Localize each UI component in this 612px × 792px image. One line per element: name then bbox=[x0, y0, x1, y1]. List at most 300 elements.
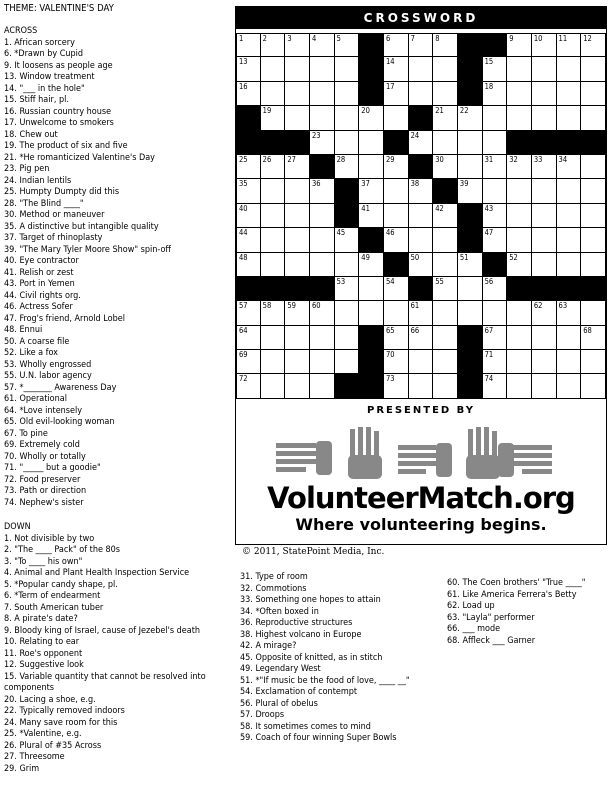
grid-cell[interactable] bbox=[433, 374, 458, 398]
clue: 16. Russian country house bbox=[4, 106, 112, 117]
grid-cell[interactable] bbox=[285, 301, 310, 325]
clue: 19. The product of six and five bbox=[4, 141, 128, 151]
grid-cell[interactable] bbox=[581, 228, 606, 252]
grid-cell[interactable] bbox=[335, 57, 360, 81]
across-list bbox=[4, 38, 234, 510]
grid-cell[interactable] bbox=[409, 131, 434, 155]
grid-cell[interactable] bbox=[507, 301, 532, 325]
cell-number: 61 bbox=[410, 301, 420, 311]
grid-cell[interactable] bbox=[285, 204, 310, 228]
grid-block bbox=[359, 350, 384, 374]
grid-cell[interactable] bbox=[557, 204, 582, 228]
grid-cell[interactable] bbox=[384, 33, 409, 57]
grid-cell[interactable] bbox=[310, 106, 335, 130]
grid-cell[interactable] bbox=[285, 326, 310, 350]
cell-number: 31 bbox=[484, 154, 494, 164]
grid-cell[interactable] bbox=[236, 57, 261, 81]
grid-block bbox=[532, 131, 557, 155]
grid-cell[interactable] bbox=[433, 228, 458, 252]
grid-cell[interactable] bbox=[335, 82, 360, 106]
cell-number: 62 bbox=[533, 301, 543, 311]
grid-cell[interactable] bbox=[310, 301, 335, 325]
grid-cell[interactable] bbox=[335, 228, 360, 252]
grid-cell[interactable] bbox=[384, 350, 409, 374]
grid-cell[interactable] bbox=[310, 57, 335, 81]
cell-number: 71 bbox=[484, 350, 494, 360]
grid-cell[interactable] bbox=[409, 179, 434, 203]
grid-cell[interactable] bbox=[409, 33, 434, 57]
cell-number: 67 bbox=[484, 325, 494, 335]
grid-cell[interactable] bbox=[507, 253, 532, 277]
clue: 1. African sorcery bbox=[4, 37, 75, 48]
clue: 54. Exclamation of contempt bbox=[240, 687, 358, 697]
grid-cell[interactable] bbox=[261, 204, 286, 228]
grid-cell[interactable] bbox=[433, 82, 458, 106]
clue: 40. Eye contractor bbox=[4, 256, 79, 266]
grid-cell[interactable] bbox=[557, 326, 582, 350]
clue: 47. Frog's friend, Arnold Lobel bbox=[4, 313, 125, 324]
grid-cell[interactable] bbox=[310, 374, 335, 398]
grid-cell[interactable] bbox=[359, 253, 384, 277]
grid-cell[interactable] bbox=[335, 155, 360, 179]
grid-cell[interactable] bbox=[236, 155, 261, 179]
grid-block bbox=[458, 204, 483, 228]
grid-cell[interactable] bbox=[310, 228, 335, 252]
grid-cell[interactable] bbox=[384, 301, 409, 325]
grid-cell[interactable] bbox=[507, 82, 532, 106]
grid-cell[interactable] bbox=[310, 253, 335, 277]
grid-cell[interactable] bbox=[532, 228, 557, 252]
grid-cell[interactable] bbox=[458, 131, 483, 155]
presented-by-label: PRESENTED BY bbox=[366, 405, 475, 416]
across-clues bbox=[4, 26, 234, 509]
cell-number: 23 bbox=[311, 130, 321, 140]
grid-cell[interactable] bbox=[433, 33, 458, 57]
grid-cell[interactable] bbox=[236, 82, 261, 106]
grid-cell[interactable] bbox=[532, 33, 557, 57]
grid-cell[interactable] bbox=[285, 106, 310, 130]
clue: 23. Pig pen bbox=[4, 164, 50, 174]
grid-cell[interactable] bbox=[433, 155, 458, 179]
cell-number: 8 bbox=[435, 34, 440, 43]
clue: 57. Droops bbox=[240, 710, 285, 720]
grid-cell[interactable] bbox=[532, 82, 557, 106]
grid-cell[interactable] bbox=[483, 228, 508, 252]
grid-cell[interactable] bbox=[483, 57, 508, 81]
grid-cell[interactable] bbox=[532, 374, 557, 398]
grid-cell[interactable] bbox=[483, 131, 508, 155]
clue: 27. Threesome bbox=[4, 752, 65, 762]
grid-cell[interactable] bbox=[581, 82, 606, 106]
grid-cell[interactable] bbox=[581, 33, 606, 57]
clue: 66. ___ mode bbox=[447, 624, 501, 634]
clue: 34. *Often boxed in bbox=[240, 606, 319, 617]
clue: 20. Lacing a shoe, e.g. bbox=[4, 694, 96, 705]
grid-cell[interactable] bbox=[384, 277, 409, 301]
grid-block bbox=[532, 277, 557, 301]
grid-block bbox=[236, 131, 261, 155]
grid-cell[interactable] bbox=[285, 82, 310, 106]
grid-cell[interactable] bbox=[310, 350, 335, 374]
grid-cell[interactable] bbox=[285, 57, 310, 81]
clue: 67. To pine bbox=[4, 428, 48, 439]
grid-cell[interactable] bbox=[507, 204, 532, 228]
clue: 51. *"If music be the food of love, ____ __" bbox=[240, 675, 410, 686]
clue: 39. "The Mary Tyler Moore Show" spin-off bbox=[4, 244, 171, 255]
grid-cell[interactable] bbox=[532, 155, 557, 179]
cell-number: 52 bbox=[509, 252, 518, 262]
grid-cell[interactable] bbox=[557, 301, 582, 325]
cell-number: 59 bbox=[287, 301, 296, 311]
clue: 2. "The ____ Pack" of the 80s bbox=[4, 545, 121, 555]
cell-number: 33 bbox=[533, 154, 543, 164]
cell-number: 39 bbox=[459, 179, 469, 189]
grid-cell[interactable] bbox=[557, 82, 582, 106]
sponsor-panel bbox=[235, 399, 607, 545]
grid-cell[interactable] bbox=[384, 179, 409, 203]
grid-cell[interactable] bbox=[483, 277, 508, 301]
grid-cell[interactable] bbox=[359, 204, 384, 228]
grid-cell[interactable] bbox=[335, 33, 360, 57]
clue: 53. Wholly engrossed bbox=[4, 359, 92, 370]
clue: 71. "_____ but a goodie" bbox=[4, 463, 101, 473]
grid-cell[interactable] bbox=[557, 155, 582, 179]
grid-cell[interactable] bbox=[261, 82, 286, 106]
cell-number: 24 bbox=[410, 130, 420, 140]
grid-cell[interactable] bbox=[384, 204, 409, 228]
clue: 64. *Love intensely bbox=[4, 405, 83, 416]
cell-number: 28 bbox=[336, 154, 346, 164]
clue: 1. Not divisible by two bbox=[4, 533, 95, 544]
grid-cell[interactable] bbox=[261, 301, 286, 325]
grid-cell[interactable] bbox=[507, 350, 532, 374]
cell-number: 72 bbox=[239, 374, 248, 384]
grid-cell[interactable] bbox=[507, 33, 532, 57]
grid-cell[interactable] bbox=[236, 204, 261, 228]
grid-block bbox=[581, 277, 606, 301]
grid-cell[interactable] bbox=[458, 179, 483, 203]
grid-cell[interactable] bbox=[335, 106, 360, 130]
grid-block bbox=[335, 374, 360, 398]
clue: 41. Relish or zest bbox=[4, 267, 74, 278]
grid-block bbox=[359, 82, 384, 106]
grid-cell[interactable] bbox=[433, 204, 458, 228]
grid-cell[interactable] bbox=[557, 374, 582, 398]
grid-cell[interactable] bbox=[359, 301, 384, 325]
grid-cell[interactable] bbox=[285, 374, 310, 398]
clue: 61. Like America Ferrera's Betty bbox=[447, 589, 577, 600]
grid-cell[interactable] bbox=[433, 253, 458, 277]
grid-cell[interactable] bbox=[285, 253, 310, 277]
grid-cell[interactable] bbox=[458, 106, 483, 130]
cell-number: 40 bbox=[239, 203, 248, 213]
grid-cell[interactable] bbox=[335, 253, 360, 277]
grid-cell[interactable] bbox=[359, 155, 384, 179]
clue: 14. "___ in the hole" bbox=[4, 83, 85, 94]
grid-cell[interactable] bbox=[507, 326, 532, 350]
grid-cell[interactable] bbox=[458, 301, 483, 325]
grid-cell[interactable] bbox=[581, 179, 606, 203]
grid-cell[interactable] bbox=[335, 277, 360, 301]
cell-number: 30 bbox=[435, 154, 444, 164]
cell-number: 60 bbox=[311, 301, 321, 311]
grid-cell[interactable] bbox=[409, 82, 434, 106]
grid-block bbox=[359, 374, 384, 398]
grid-cell[interactable] bbox=[359, 131, 384, 155]
grid-cell[interactable] bbox=[261, 326, 286, 350]
clue: 9. It loosens as people age bbox=[4, 60, 113, 71]
grid-cell[interactable] bbox=[581, 204, 606, 228]
grid-cell[interactable] bbox=[261, 155, 286, 179]
clue: 62. Load up bbox=[447, 601, 495, 611]
cell-number: 29 bbox=[385, 154, 395, 164]
cell-number: 3 bbox=[287, 34, 292, 43]
cell-number: 74 bbox=[484, 374, 494, 384]
grid-cell[interactable] bbox=[507, 57, 532, 81]
clue: 28. "The Blind ____" bbox=[4, 198, 84, 209]
cell-number: 15 bbox=[484, 57, 494, 67]
clue: 8. A pirate's date? bbox=[4, 614, 78, 624]
cell-number: 10 bbox=[533, 34, 543, 43]
grid-cell[interactable] bbox=[236, 374, 261, 398]
grid-cell[interactable] bbox=[310, 33, 335, 57]
down-heading: DOWN bbox=[4, 522, 31, 532]
grid-block bbox=[483, 33, 508, 57]
clue: 33. Something one hopes to attain bbox=[240, 595, 381, 605]
grid-cell[interactable] bbox=[507, 374, 532, 398]
cell-number: 43 bbox=[484, 203, 494, 213]
grid-cell[interactable] bbox=[532, 57, 557, 81]
grid-cell[interactable] bbox=[433, 350, 458, 374]
grid-cell[interactable] bbox=[557, 253, 582, 277]
grid-cell[interactable] bbox=[310, 82, 335, 106]
grid-cell[interactable] bbox=[236, 33, 261, 57]
cell-number: 11 bbox=[558, 34, 568, 43]
grid-cell[interactable] bbox=[581, 106, 606, 130]
grid-cell[interactable] bbox=[236, 301, 261, 325]
grid-cell[interactable] bbox=[310, 204, 335, 228]
grid-cell[interactable] bbox=[532, 326, 557, 350]
down-clues-column-3 bbox=[447, 578, 607, 647]
grid-cell[interactable] bbox=[261, 33, 286, 57]
grid-cell[interactable] bbox=[532, 106, 557, 130]
grid-cell[interactable] bbox=[384, 82, 409, 106]
cell-number: 5 bbox=[336, 34, 341, 43]
clue: 13. Window treatment bbox=[4, 72, 95, 82]
grid-cell[interactable] bbox=[409, 326, 434, 350]
grid-cell[interactable] bbox=[483, 326, 508, 350]
grid-cell[interactable] bbox=[532, 350, 557, 374]
grid-cell[interactable] bbox=[483, 374, 508, 398]
grid-cell[interactable] bbox=[581, 253, 606, 277]
grid-block bbox=[310, 277, 335, 301]
grid-cell[interactable] bbox=[483, 82, 508, 106]
grid-cell[interactable] bbox=[581, 155, 606, 179]
grid-block bbox=[458, 350, 483, 374]
grid-block bbox=[285, 277, 310, 301]
grid-cell[interactable] bbox=[261, 57, 286, 81]
grid-cell[interactable] bbox=[433, 131, 458, 155]
grid-cell[interactable] bbox=[458, 253, 483, 277]
grid-cell[interactable] bbox=[409, 57, 434, 81]
grid-cell[interactable] bbox=[581, 326, 606, 350]
grid-cell[interactable] bbox=[335, 350, 360, 374]
grid-cell[interactable] bbox=[384, 374, 409, 398]
clue: 25. *Valentine, e.g. bbox=[4, 729, 82, 739]
clue: 37. Target of rhinoplasty bbox=[4, 233, 103, 243]
grid-cell[interactable] bbox=[458, 277, 483, 301]
grid-cell[interactable] bbox=[483, 301, 508, 325]
down-clues bbox=[4, 522, 234, 775]
grid-cell[interactable] bbox=[384, 57, 409, 81]
grid-cell[interactable] bbox=[261, 350, 286, 374]
cell-number: 46 bbox=[385, 228, 395, 238]
grid-cell[interactable] bbox=[236, 179, 261, 203]
grid-cell[interactable] bbox=[310, 326, 335, 350]
grid-block bbox=[458, 228, 483, 252]
grid-cell[interactable] bbox=[557, 228, 582, 252]
grid-cell[interactable] bbox=[285, 33, 310, 57]
grid-cell[interactable] bbox=[359, 106, 384, 130]
cell-number: 51 bbox=[459, 252, 469, 262]
grid-cell[interactable] bbox=[335, 131, 360, 155]
grid-block bbox=[433, 179, 458, 203]
grid-block bbox=[458, 374, 483, 398]
grid-cell[interactable] bbox=[507, 155, 532, 179]
grid-cell[interactable] bbox=[384, 326, 409, 350]
grid-cell[interactable] bbox=[532, 301, 557, 325]
grid-cell[interactable] bbox=[433, 326, 458, 350]
puzzle-theme: THEME: VALENTINE'S DAY bbox=[4, 3, 114, 14]
grid-cell[interactable] bbox=[261, 228, 286, 252]
cell-number: 63 bbox=[558, 301, 568, 311]
clue: 6. *Term of endearment bbox=[4, 591, 101, 601]
clue: 22. Typically removed indoors bbox=[4, 706, 125, 716]
grid-block bbox=[409, 106, 434, 130]
grid-cell[interactable] bbox=[261, 179, 286, 203]
grid-cell[interactable] bbox=[483, 350, 508, 374]
grid-cell[interactable] bbox=[507, 228, 532, 252]
grid-cell[interactable] bbox=[359, 179, 384, 203]
cell-number: 45 bbox=[336, 228, 346, 238]
cell-number: 36 bbox=[311, 179, 321, 189]
grid-cell[interactable] bbox=[581, 57, 606, 81]
cell-number: 41 bbox=[361, 203, 370, 213]
grid-block bbox=[236, 106, 261, 130]
cell-number: 42 bbox=[435, 203, 444, 213]
grid-block bbox=[261, 131, 286, 155]
grid-cell[interactable] bbox=[557, 57, 582, 81]
clue: 65. Old evil-looking woman bbox=[4, 417, 115, 427]
grid-cell[interactable] bbox=[409, 228, 434, 252]
clue: 70. Wholly or totally bbox=[4, 451, 86, 462]
clue: 59. Coach of four winning Super Bowls bbox=[240, 733, 397, 743]
clue: 57. *_______ Awareness Day bbox=[4, 382, 117, 393]
grid-cell[interactable] bbox=[433, 57, 458, 81]
grid-cell[interactable] bbox=[409, 374, 434, 398]
grid-cell[interactable] bbox=[236, 350, 261, 374]
grid-block bbox=[557, 277, 582, 301]
cell-number: 69 bbox=[239, 350, 248, 360]
grid-cell[interactable] bbox=[310, 131, 335, 155]
grid-cell[interactable] bbox=[409, 253, 434, 277]
grid-cell[interactable] bbox=[532, 179, 557, 203]
grid-block bbox=[335, 179, 360, 203]
grid-cell[interactable] bbox=[310, 179, 335, 203]
clue: 24. Indian lentils bbox=[4, 175, 72, 186]
hands-logo-icon bbox=[276, 425, 568, 485]
clue: 61. Operational bbox=[4, 394, 67, 404]
grid-cell[interactable] bbox=[507, 106, 532, 130]
grid-cell[interactable] bbox=[409, 350, 434, 374]
cell-number: 4 bbox=[311, 34, 317, 43]
cell-number: 18 bbox=[484, 81, 494, 91]
grid-cell[interactable] bbox=[285, 155, 310, 179]
grid-cell[interactable] bbox=[507, 179, 532, 203]
grid-cell[interactable] bbox=[433, 301, 458, 325]
grid-block bbox=[409, 277, 434, 301]
grid-cell[interactable] bbox=[557, 33, 582, 57]
cell-number: 16 bbox=[239, 81, 248, 91]
grid-cell[interactable] bbox=[285, 228, 310, 252]
cell-number: 37 bbox=[361, 179, 370, 189]
grid-cell[interactable] bbox=[483, 204, 508, 228]
cell-number: 1 bbox=[239, 34, 244, 43]
grid-cell[interactable] bbox=[236, 253, 261, 277]
grid-cell[interactable] bbox=[433, 277, 458, 301]
grid-cell[interactable] bbox=[384, 228, 409, 252]
grid-cell[interactable] bbox=[532, 253, 557, 277]
brand-tagline: Where volunteering begins. bbox=[295, 515, 547, 534]
clue: 50. A coarse file bbox=[4, 336, 70, 347]
grid-cell[interactable] bbox=[384, 155, 409, 179]
clue: 17. Unwelcome to smokers bbox=[4, 118, 114, 128]
grid-cell[interactable] bbox=[557, 106, 582, 130]
grid-block bbox=[310, 155, 335, 179]
grid-cell[interactable] bbox=[384, 106, 409, 130]
grid-cell[interactable] bbox=[409, 301, 434, 325]
grid-cell[interactable] bbox=[261, 106, 286, 130]
grid-cell[interactable] bbox=[285, 350, 310, 374]
cell-number: 7 bbox=[410, 34, 415, 43]
grid-cell[interactable] bbox=[236, 228, 261, 252]
grid-cell[interactable] bbox=[335, 326, 360, 350]
grid-cell[interactable] bbox=[285, 179, 310, 203]
grid-block bbox=[359, 33, 384, 57]
grid-cell[interactable] bbox=[483, 179, 508, 203]
grid-cell[interactable] bbox=[581, 301, 606, 325]
grid-cell[interactable] bbox=[483, 106, 508, 130]
grid-cell[interactable] bbox=[557, 179, 582, 203]
clue: 31. Type of room bbox=[240, 572, 308, 582]
grid-cell[interactable] bbox=[335, 301, 360, 325]
grid-cell[interactable] bbox=[409, 204, 434, 228]
clue: 11. Roe's opponent bbox=[4, 648, 83, 659]
grid-cell[interactable] bbox=[532, 204, 557, 228]
crossword-grid-panel bbox=[235, 6, 607, 399]
cell-number: 34 bbox=[558, 154, 568, 164]
grid-cell[interactable] bbox=[261, 253, 286, 277]
grid-cell[interactable] bbox=[359, 277, 384, 301]
grid-cell[interactable] bbox=[557, 350, 582, 374]
grid-cell[interactable] bbox=[581, 374, 606, 398]
grid-cell[interactable] bbox=[483, 155, 508, 179]
grid-cell[interactable] bbox=[458, 155, 483, 179]
grid-cell[interactable] bbox=[433, 106, 458, 130]
grid-cell[interactable] bbox=[261, 374, 286, 398]
grid-cell[interactable] bbox=[236, 326, 261, 350]
grid-cell[interactable] bbox=[581, 350, 606, 374]
